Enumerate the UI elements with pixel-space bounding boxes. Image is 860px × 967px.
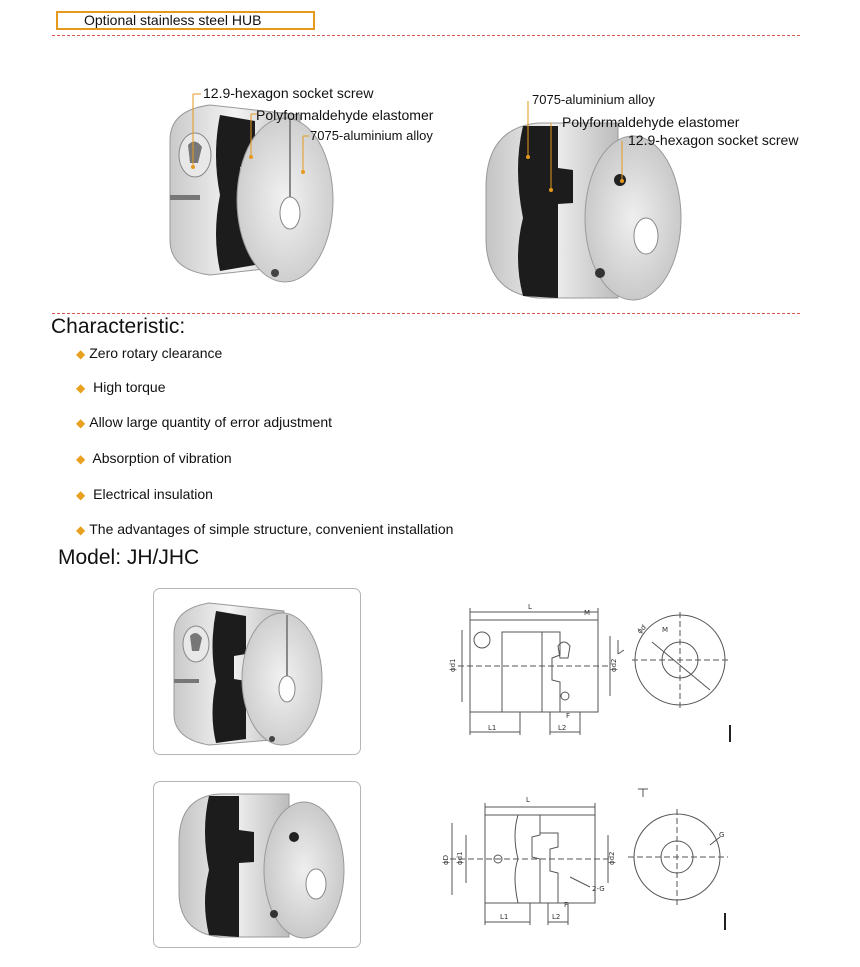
- header-title-box: [56, 11, 315, 30]
- technical-drawing-clamp: [440, 600, 740, 750]
- callout-left-alloy: 7075-aluminium alloy: [310, 128, 433, 143]
- dim-label-d1: ϕd1: [449, 658, 457, 672]
- list-item: ◆ High torque: [76, 379, 166, 395]
- dim-label-d2: ϕd2: [608, 851, 616, 865]
- dim-label-L2: L2: [552, 913, 561, 921]
- list-item: ◆ The advantages of simple structure, convenient installation: [76, 521, 454, 537]
- diamond-bullet-icon: ◆: [76, 452, 86, 466]
- dim-label-L1: L1: [500, 913, 509, 921]
- dim-label-L2: L2: [558, 724, 567, 732]
- dim-label-L: L: [526, 796, 530, 804]
- technical-drawing-setscrew: [440, 785, 740, 935]
- list-item: ◆ Allow large quantity of error adjustment: [76, 414, 333, 430]
- callout-lines-right: [520, 95, 640, 195]
- coupling-clamp-photo: [154, 589, 360, 754]
- callout-right-screw: 12.9-hexagon socket screw: [628, 132, 799, 148]
- list-item: ◆ Zero rotary clearance: [76, 345, 223, 361]
- callout-left-elastomer: Polyformaldehyde elastomer: [256, 107, 434, 123]
- product-photo-clamp: [153, 588, 361, 755]
- dim-label-M: M: [584, 609, 591, 617]
- dim-label-d1: ϕd1: [456, 851, 464, 865]
- callout-left-screw: 12.9-hexagon socket screw: [203, 85, 374, 101]
- dim-label-L: L: [528, 603, 532, 611]
- dim-label-L1: L1: [488, 724, 497, 732]
- dim-label-2G: 2-G: [592, 885, 605, 893]
- list-item: ◆ Absorption of vibration: [76, 450, 232, 466]
- dim-label-d2: ϕd2: [610, 658, 618, 672]
- dim-label-D: ϕD: [442, 854, 450, 865]
- diamond-bullet-icon: ◆: [76, 523, 86, 537]
- product-photo-setscrew: [153, 781, 361, 948]
- callout-right-elastomer: Polyformaldehyde elastomer: [562, 114, 740, 130]
- divider-middle: [52, 313, 800, 314]
- list-item: ◆ Electrical insulation: [76, 486, 213, 502]
- divider-top: [52, 35, 800, 36]
- diamond-bullet-icon: ◆: [76, 347, 86, 361]
- diamond-bullet-icon: ◆: [76, 381, 86, 395]
- dim-label-G: G: [719, 831, 725, 839]
- dim-label-F: F: [566, 712, 571, 720]
- callout-right-alloy: 7075-aluminium alloy: [532, 92, 655, 107]
- diamond-bullet-icon: ◆: [76, 416, 86, 430]
- dim-label-side-M: M: [662, 626, 669, 634]
- characteristic-title: Characteristic:: [51, 315, 186, 338]
- dim-label-side-d: ϕd: [635, 623, 648, 636]
- coupling-setscrew-photo: [154, 782, 360, 947]
- model-label: Model: JH/JHC: [58, 546, 200, 569]
- diamond-bullet-icon: ◆: [76, 488, 86, 502]
- header-title: Optional stainless steel HUB: [84, 12, 262, 28]
- dim-label-F: F: [564, 901, 569, 909]
